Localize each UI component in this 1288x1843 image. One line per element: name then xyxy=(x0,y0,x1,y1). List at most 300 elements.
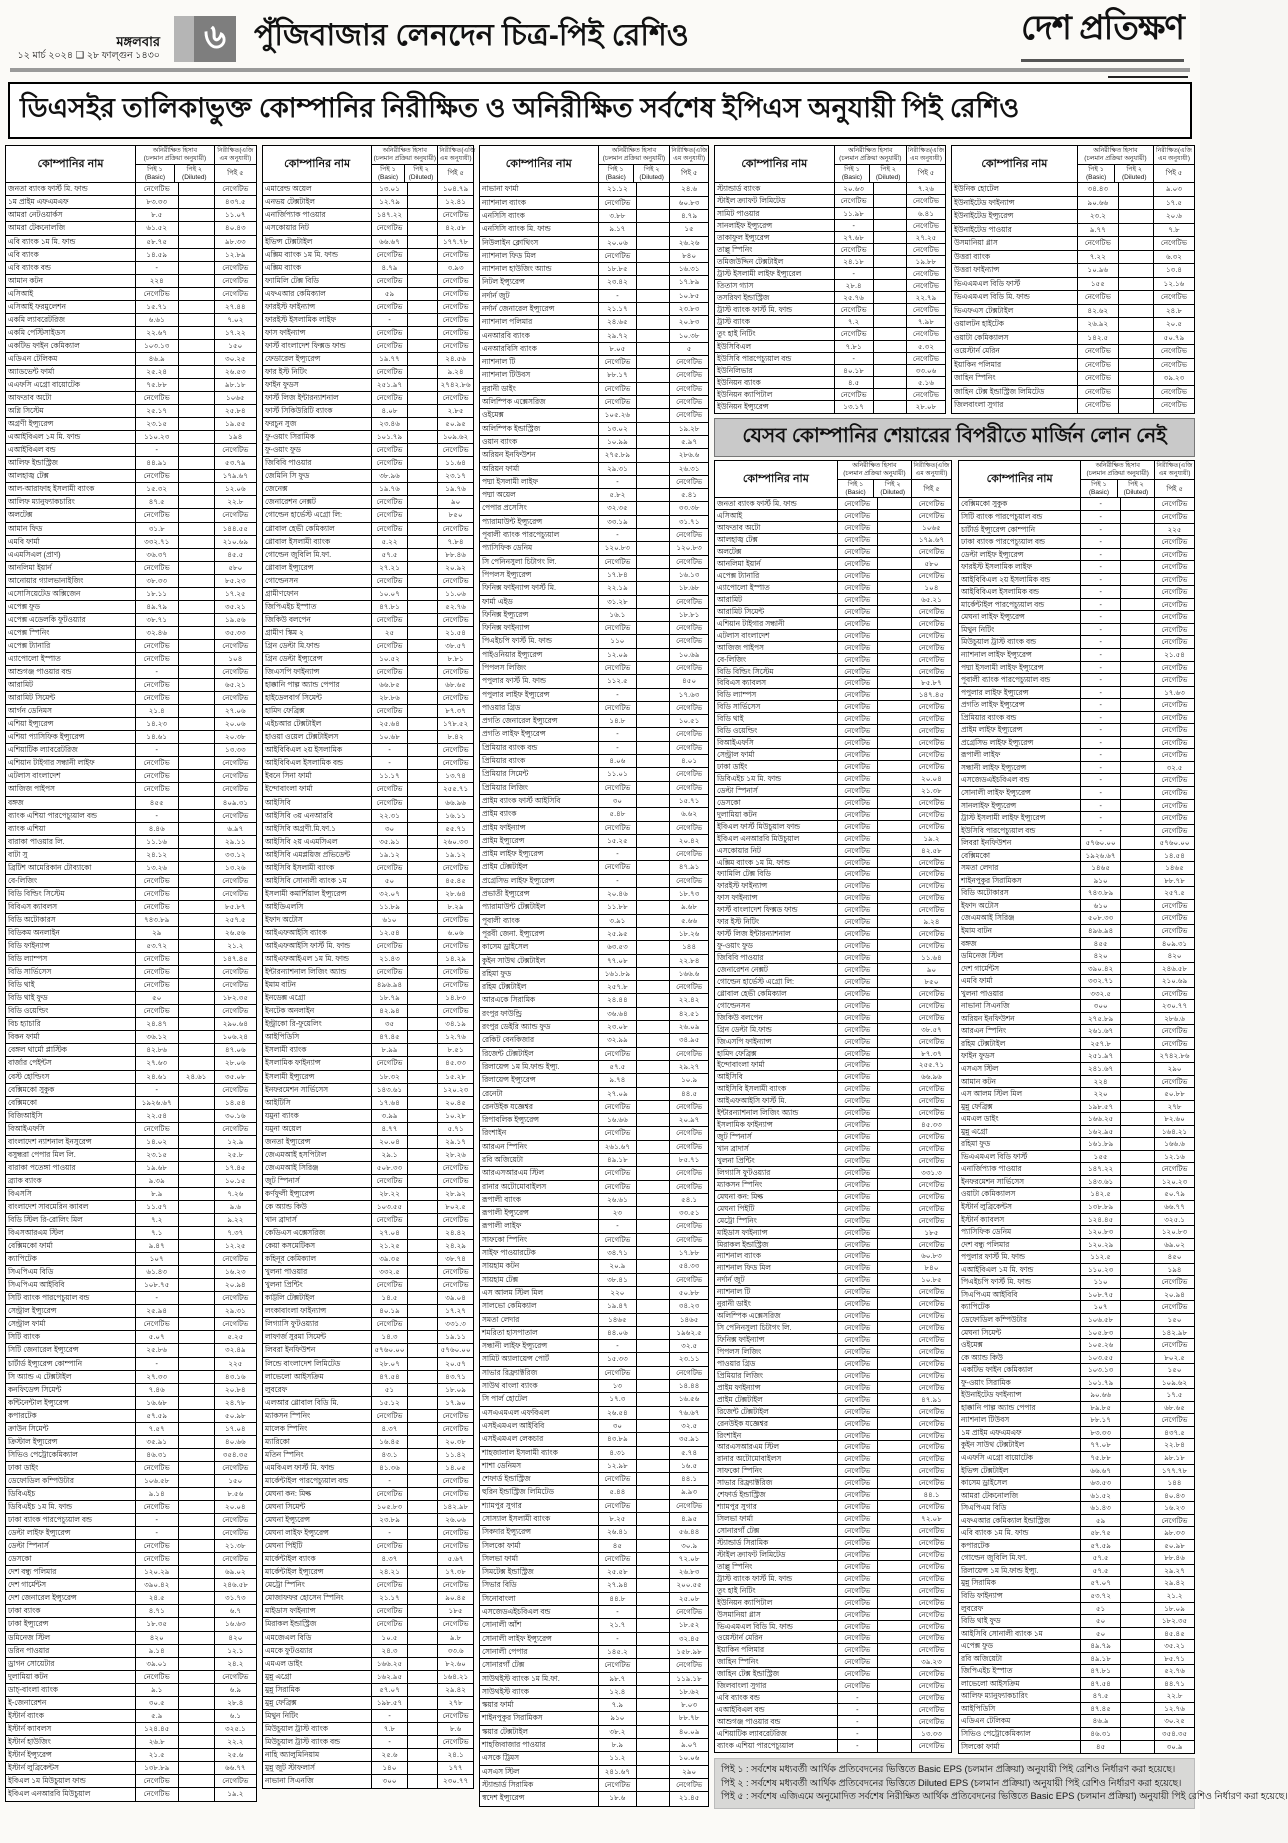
pe1-value: ১০৮.৭৫ xyxy=(136,1279,179,1291)
pe5-value: ২২৫ xyxy=(228,1358,243,1368)
company-name: ক্রাউন সিমেন্ট xyxy=(6,1423,136,1435)
pe5-value: ৩৯.০৪ xyxy=(445,1293,466,1303)
company-name: সিটি ব্যাংক পারপেচুয়াল বন্ড xyxy=(6,1292,136,1304)
pe1-value: নেগেটিভ xyxy=(372,301,408,313)
pe5-value: নেগেটিভ xyxy=(918,1633,945,1643)
company-name: বেঙ্গল থার্মো প্লাস্টিক xyxy=(6,1044,136,1056)
pe1-value: নেগেটিভ xyxy=(838,1644,878,1655)
table-row xyxy=(6,1723,256,1736)
pe5-value: নেগেটিভ xyxy=(1161,988,1188,998)
company-name: মোজাফফর হোসেন স্পিনিং xyxy=(263,1592,372,1604)
table-row xyxy=(715,916,951,928)
table-row xyxy=(480,1314,708,1327)
company-name: ম্যাকসন স্পিনিং xyxy=(263,1410,372,1422)
pe1-value: - xyxy=(136,1292,179,1304)
header-audited: নিরীক্ষিত(এজি এম অনুযায়ী) xyxy=(215,146,256,165)
pe2-value xyxy=(637,1752,670,1764)
pe5-value: ৩৫.০৮ xyxy=(225,1071,246,1081)
pe2-value xyxy=(408,275,438,287)
table-row xyxy=(715,268,945,280)
company-name: এএফসি এগ্রো বায়োটেক xyxy=(959,1452,1081,1464)
pe2-value xyxy=(637,1008,670,1020)
pe2-value xyxy=(637,915,670,927)
pe1-value: নেগেটিভ xyxy=(838,594,878,605)
pe1-value: নেগেটিভ xyxy=(838,1334,878,1345)
table-row xyxy=(959,1703,1194,1716)
pe2-value xyxy=(1121,1188,1155,1200)
pe2-value xyxy=(637,742,670,754)
pe2-value xyxy=(408,470,438,482)
company-name: ন্যাশনাল টি xyxy=(480,356,599,368)
pe5-value: ২৪.৭৮ xyxy=(225,1397,246,1407)
pe1-value: ১৪.৬১ xyxy=(136,731,179,743)
company-name: সিএপিএম বিডি xyxy=(6,1266,136,1278)
pe5-value: ২৫৫.৭১ xyxy=(918,1060,945,1070)
company-name: শ্যামপুর সুগার xyxy=(480,1500,599,1512)
table-row xyxy=(715,1334,951,1346)
company-name: এপেক্স ট্যানারি xyxy=(6,640,136,652)
table-row xyxy=(480,542,708,555)
pe2-value xyxy=(878,1477,912,1488)
pe5-value: ১৭.২৫ xyxy=(225,588,246,598)
table-row xyxy=(715,1071,951,1083)
company-name: জাহিন স্পিনিং xyxy=(952,372,1078,385)
pe2-value xyxy=(408,640,438,652)
company-name: আনলিমা ইয়ার্ন xyxy=(715,558,838,569)
pe5-value: ৯০ xyxy=(450,497,461,507)
pe5-value: ৮৮.৪৬ xyxy=(1164,1553,1185,1563)
pe2-value xyxy=(1121,825,1155,837)
pe1-value: ৫১ xyxy=(1081,1603,1121,1615)
company-name: সিকদার ইন্স্যুরেন্স xyxy=(480,1526,599,1538)
pe1-value: ১৫.২৫ xyxy=(599,835,638,847)
pe1-value: ৩০ xyxy=(372,823,408,835)
pe2-value xyxy=(878,1310,912,1321)
pe1-value: নেগেটিভ xyxy=(372,614,408,626)
pe2-value xyxy=(408,888,438,900)
header-audited: নিরীক্ষিত(এজি এম অনুযায়ী) xyxy=(907,146,945,165)
pe1-value: ১৬.৬৮ xyxy=(136,1397,179,1409)
header-unaudited: অনিরীক্ষিত হিসাব (চলমান প্রক্রিয়া অনুযায়ী) xyxy=(838,461,911,480)
pe2-value xyxy=(637,1712,670,1724)
pe5-value: ৪২০ xyxy=(228,1632,243,1642)
table-row xyxy=(959,1264,1194,1277)
pe5-value: নেগেটিভ xyxy=(918,1609,945,1619)
header-company-name: কোম্পানির নাম xyxy=(6,146,136,182)
pe5-value: নেগেটিভ xyxy=(1161,913,1188,923)
pe5-value: ১১.৪২ xyxy=(445,1449,466,1459)
pe1-value: ৭৪৩.৮৯ xyxy=(136,914,179,926)
pe5-value: ৩৪.২৩ xyxy=(678,1301,700,1311)
pe5-value: নেগেটিভ xyxy=(442,275,469,285)
pe1-value: নেগেটিভ xyxy=(599,1473,638,1485)
pe5-value: ১৭.৫ xyxy=(1165,197,1182,207)
pe2-value xyxy=(179,431,215,443)
pe2-value xyxy=(878,546,912,557)
pe2-value xyxy=(408,614,438,626)
table-row xyxy=(959,1050,1194,1063)
pe2-value xyxy=(1119,237,1154,250)
pe1-value: ২৭.৩৩ xyxy=(136,1371,179,1383)
table-row xyxy=(715,232,945,244)
table-row xyxy=(263,536,473,549)
pe2-value xyxy=(1121,649,1155,661)
company-name: পাওয়ার গ্রিড xyxy=(480,702,599,714)
pe1-value: ১৯.৬৮ xyxy=(136,1162,179,1174)
pe5-value: ৮.৮১ xyxy=(447,654,464,663)
header-pe2: পিই ২ (Diluted) xyxy=(639,165,664,181)
table-row xyxy=(6,379,256,392)
company-name: সিএপিএম আইবিবি xyxy=(6,1279,136,1291)
pe5-value: ৮৮.৭৮ xyxy=(1164,875,1185,885)
pe1-value: নেগেটিভ xyxy=(835,389,874,400)
pe5-value: নেগেটিভ xyxy=(442,314,469,324)
header-audited: নিরীক্ষিত(এজি এম অনুযায়ী) xyxy=(438,146,473,165)
pe5-value: ৬৫.২১ xyxy=(225,680,246,690)
pe1-value: ৮.৯ xyxy=(599,1739,638,1751)
table-row xyxy=(959,1452,1194,1465)
pe1-value: নেগেটিভ xyxy=(838,1239,878,1250)
pe1-value: নেগেটিভ xyxy=(1078,237,1119,250)
pe1-value: নেগেটিভ xyxy=(372,797,408,809)
company-name: ফার্মা এইড xyxy=(480,596,599,608)
company-name: হুরিন ইন্ডাস্ট্রিজ লিমিটেড xyxy=(480,1486,599,1498)
company-name: আর্গন ডেনিমস xyxy=(6,705,136,717)
pe2-value xyxy=(179,823,215,835)
pe5-value: নেগেটিভ xyxy=(918,666,945,676)
pe5-value: ২০.০৪ xyxy=(921,773,942,783)
pe2-value xyxy=(1121,1465,1155,1477)
company-name: ডেসকো xyxy=(715,797,838,808)
pe5-value: ৩২.৫ xyxy=(681,1420,698,1430)
pe2-value xyxy=(1121,1515,1155,1527)
pe1-value: নেগেটিভ xyxy=(838,1059,878,1070)
pe2-value xyxy=(637,303,670,315)
pe2-value xyxy=(1121,1741,1155,1754)
company-name: আইএফআইসি ফার্স্ট মি. xyxy=(715,1095,838,1106)
pe2-value xyxy=(637,955,670,967)
pe2-value xyxy=(408,1645,438,1657)
pe5-value: ১৯.৭৬ xyxy=(445,484,466,494)
table-row xyxy=(6,1279,256,1292)
company-name: সিটি ব্যাংক পারপেচুয়াল বন্ড xyxy=(959,511,1081,523)
pe1-value: - xyxy=(1081,724,1121,736)
header-pe5: পিই ৫ xyxy=(680,170,698,178)
pe5-value: নেগেটিভ xyxy=(676,1367,703,1377)
pe5-value: নেগেটিভ xyxy=(442,445,469,455)
table-row xyxy=(263,966,473,979)
pe2-value xyxy=(1121,1703,1155,1715)
pe5-value: ৮০২.৫ xyxy=(1164,1352,1185,1362)
pe1-value: ৩.৮৮ xyxy=(599,210,638,222)
company-name: একমি পেস্টিসাইডস xyxy=(6,327,136,339)
pe1-value: ৮.৯৯ xyxy=(372,1044,408,1056)
pe5-value: নেগেটিভ xyxy=(918,1203,945,1213)
pe5-value: ৩৩১.৩ xyxy=(445,1319,466,1329)
table-row xyxy=(480,1061,708,1074)
pe2-value xyxy=(179,1371,215,1383)
pe1-value: ৪৭.৫ xyxy=(136,496,179,508)
table-row xyxy=(715,642,951,654)
table-row xyxy=(263,1344,473,1357)
pe2-value xyxy=(179,1266,215,1278)
table-row xyxy=(480,622,708,635)
pe1-value: ১১.৮৯ xyxy=(372,901,408,913)
pe5-value: নেগেটিভ xyxy=(442,1006,469,1016)
table-row xyxy=(715,1310,951,1322)
pe5-value: ৫০.৭৯ xyxy=(1163,332,1185,342)
company-name: অগ্রণী ইন্স্যুরেন্স xyxy=(6,418,136,430)
company-name: শাশা ডেনিমস xyxy=(480,1460,599,1472)
pe5-value: নেগেটিভ xyxy=(918,547,945,557)
pe1-value: নেগেটিভ xyxy=(838,510,878,521)
table-row xyxy=(959,1163,1194,1176)
table-row xyxy=(715,1692,951,1704)
pe2-value xyxy=(1121,1414,1155,1426)
table-row xyxy=(6,1671,256,1684)
table-row xyxy=(959,774,1194,787)
company-name: কপারটেক xyxy=(959,1540,1081,1552)
pe1-value: নেগেটিভ xyxy=(838,546,878,557)
table-row xyxy=(6,1097,256,1110)
pe5-value: ২০.০৬ xyxy=(225,719,246,729)
pe2-value xyxy=(179,1240,215,1252)
pe5-value: নেগেটিভ xyxy=(912,305,940,315)
pe5-value: ২৮.৪ xyxy=(227,1697,244,1707)
table-row xyxy=(480,476,708,489)
pe1-value: নেগেটিভ xyxy=(136,679,179,691)
pe1-value: - xyxy=(136,1358,179,1370)
masthead xyxy=(0,0,1200,66)
pe1-value: - xyxy=(1081,749,1121,761)
table-row xyxy=(715,868,951,880)
company-name: দুলামিয়া কটন xyxy=(715,809,838,820)
company-name: ঢাকা ডাইং xyxy=(715,761,838,772)
pe1-value: ১১০ xyxy=(599,635,638,647)
table-row xyxy=(6,1618,256,1631)
company-name: এমএল ডাইং xyxy=(263,1658,372,1670)
pe1-value: নেগেটিভ xyxy=(838,1418,878,1429)
pe2-value xyxy=(637,556,670,568)
pe1-value: নেগেটিভ xyxy=(838,1155,878,1166)
pe5-value: নেগেটিভ xyxy=(442,693,469,703)
pe5-value: ৩৮.৫৭ xyxy=(921,1024,942,1034)
pe5-value: নেগেটিভ xyxy=(676,1234,703,1244)
table-row xyxy=(959,837,1194,850)
pe2-value xyxy=(878,1262,912,1273)
table-header xyxy=(959,461,1194,498)
company-name: মুন্নু এগ্রো xyxy=(959,1126,1081,1138)
pe1-value: ১৪.৮ xyxy=(599,715,638,727)
table-row xyxy=(480,1486,708,1499)
pe1-value: - xyxy=(372,757,408,769)
pe1-value: - xyxy=(1081,524,1121,536)
pe2-value xyxy=(1121,900,1155,912)
pe2-value xyxy=(408,1305,438,1317)
pe5-value: ২৩.১৭ xyxy=(445,471,466,481)
pe5-value: ১৮.৫২ xyxy=(678,1620,700,1630)
pe1-value: ৫৩.৭২ xyxy=(1081,1590,1121,1602)
pe2-value xyxy=(637,835,670,847)
table-row xyxy=(480,1500,708,1513)
company-name: জেনেক্স xyxy=(263,483,372,495)
pe5-value: ১০.২৮ xyxy=(445,1110,466,1120)
pe2-value xyxy=(1119,210,1154,223)
table-row xyxy=(715,328,945,340)
pe5-value: ৯.২২ xyxy=(227,1215,244,1225)
pe5-value: ১২.৮৯ xyxy=(225,249,246,259)
pe1-value: - xyxy=(1081,774,1121,786)
pe5-value: ১৬৪.২১ xyxy=(442,1671,469,1681)
company-name: ভিএএমএল বিডি ফার্স্ট xyxy=(959,1151,1081,1163)
pe2-value xyxy=(408,379,438,391)
table-row xyxy=(6,692,256,705)
pe2-value xyxy=(1119,372,1154,385)
pe5-value: ১০৪ xyxy=(228,654,243,663)
pe2-value xyxy=(408,392,438,404)
pe1-value: - xyxy=(136,744,179,756)
pe5-value: ৫ xyxy=(686,343,692,353)
pe5-value: নেগেটিভ xyxy=(918,1108,945,1118)
pe2-value xyxy=(1121,737,1155,749)
table-row xyxy=(6,1071,256,1084)
company-name: পিপলস লিজিং xyxy=(715,1346,838,1357)
pe2-value xyxy=(874,377,907,388)
pe1-value: নেগেটিভ xyxy=(136,1501,179,1513)
table-row xyxy=(6,444,256,457)
company-name: ডেল্টা লাইফ ইন্স্যুরেন্স xyxy=(959,549,1081,561)
company-name: এসোসিয়েটেড অক্সিজেন xyxy=(6,588,136,600)
pe5-value: নেগেটিভ xyxy=(918,1561,945,1571)
table-row xyxy=(715,1167,951,1179)
pe2-value xyxy=(637,1739,670,1751)
pe5-value: নেগেটিভ xyxy=(222,888,249,898)
table-row xyxy=(480,888,708,901)
pe2-value xyxy=(874,183,907,194)
company-name: জেএমআই সিরিঞ্জ xyxy=(959,912,1081,924)
table-row xyxy=(715,1621,951,1633)
table-row xyxy=(959,1565,1194,1578)
company-name: ওয়ান ব্যাংক xyxy=(480,436,599,448)
pe1-value: ৩১.৮ xyxy=(136,523,179,535)
margin-loan-tables xyxy=(714,460,1195,1754)
pe1-value: ৩০ xyxy=(599,795,638,807)
pe1-value: ৮৯.৮৫ xyxy=(1081,1402,1121,1414)
table-row xyxy=(480,1101,708,1114)
pe2-value xyxy=(408,1488,438,1500)
company-name: তাকাফুল ইন্স্যুরেন্স xyxy=(715,232,835,243)
table-row xyxy=(480,662,708,675)
pe5-value: ৩০.১৬ xyxy=(225,1110,246,1120)
pe2-value xyxy=(179,262,215,274)
company-name: ট্রাস্ট ব্যাংক ফার্স্ট মি. ফান্ড xyxy=(715,304,835,315)
pe2-value xyxy=(637,223,670,235)
pe2-value xyxy=(408,301,438,313)
pe1-value: নেগেটিভ xyxy=(838,1501,878,1512)
company-name: লিগ্যাসি ফুটওয়্যার xyxy=(263,1318,372,1330)
pe5-value: ২৬.০৬ xyxy=(445,1515,466,1525)
pe5-value: নেগেটিভ xyxy=(918,1526,945,1536)
pe1-value: নেগেটিভ xyxy=(372,366,408,378)
company-name: স্টাইল ক্র্যাফট লিমিটেড xyxy=(715,195,835,206)
company-name: রূপালী ইন্স্যুরেন্স xyxy=(480,1207,599,1219)
pe2-value xyxy=(179,1005,215,1017)
table-row xyxy=(952,197,1194,211)
table-row xyxy=(6,783,256,796)
pe1-value: ২৪.১২ xyxy=(136,849,179,861)
pe2-value xyxy=(408,731,438,743)
pe2-value xyxy=(878,677,912,688)
pe2-value xyxy=(1119,264,1154,277)
pe5-value: ২৮.২৬ xyxy=(445,1149,466,1159)
table-row xyxy=(959,975,1194,988)
pe1-value: - xyxy=(599,875,638,887)
pe2-value xyxy=(408,236,438,248)
pe2-value xyxy=(878,1250,912,1261)
pe1-value: ১৪.২৩ xyxy=(136,718,179,730)
pe1-value: নেগেটিভ xyxy=(838,761,878,772)
company-name: বার্জার পেইন্টস xyxy=(6,1057,136,1069)
pe1-value: ২৭.৯৪ xyxy=(599,1579,638,1591)
pe2-value xyxy=(179,536,215,548)
table-row xyxy=(263,823,473,836)
company-name: এক্সিম ব্যাংক xyxy=(263,262,372,274)
pe5-value: ৬.৩২ xyxy=(1165,251,1182,261)
company-name: ইউনিয়ন ইন্স্যুরেন্স xyxy=(715,401,835,413)
table-row xyxy=(480,409,708,422)
pe2-value xyxy=(179,1344,215,1356)
pe2-value xyxy=(637,888,670,900)
pe2-value xyxy=(637,1686,670,1698)
company-name: ফাইন ফুডস xyxy=(959,1050,1081,1062)
pe2-value xyxy=(179,927,215,939)
table-row xyxy=(715,964,951,976)
pe5-value: ১৭.৪৫ xyxy=(225,1162,246,1172)
pe5-value: ৯.৯৩ xyxy=(681,1487,698,1497)
pe1-value: নেগেটিভ xyxy=(136,640,179,652)
pe2-value xyxy=(408,1123,438,1135)
table-row xyxy=(263,927,473,940)
company-name: এনআরবি ব্যাংক xyxy=(480,330,599,342)
company-name: কুইন সাউথ টেক্সটাইল xyxy=(959,1439,1081,1451)
company-name: রানার অটোমোবাইলস xyxy=(480,1181,599,1193)
pe1-value: ১০.৬৮ xyxy=(372,731,408,743)
company-name: আমান কটন xyxy=(6,275,136,287)
table-row xyxy=(263,1358,473,1371)
company-name: আরামিট xyxy=(715,594,838,605)
pe2-value xyxy=(637,1673,670,1685)
pe1-value: ১৮.১১ xyxy=(136,588,179,600)
pe1-value: ৩৯০.৪২ xyxy=(136,1579,179,1591)
company-name: বিডি বিল্ডিং সিস্টেম xyxy=(6,888,136,900)
header-company-name: কোম্পানির নাম xyxy=(715,146,835,182)
pe2-value xyxy=(408,483,438,495)
pe5-value: নেগেটিভ xyxy=(676,782,703,792)
pe1-value: - xyxy=(599,689,638,701)
pe2-value xyxy=(878,1382,912,1393)
company-name: ফাইন ফুডস xyxy=(263,379,372,391)
company-name: এস আলম স্টিল মিল xyxy=(959,1088,1081,1100)
pe2-value xyxy=(637,396,670,408)
pe1-value: - xyxy=(838,1740,878,1752)
company-name: ফেডারেল ইন্স্যুরেন্স xyxy=(263,353,372,365)
table-row xyxy=(715,1549,951,1561)
table-row xyxy=(480,1606,708,1619)
pe5-value: নেগেটিভ xyxy=(442,758,469,768)
pe5-value: নেগেটিভ xyxy=(918,1311,945,1321)
pe2-value xyxy=(179,1436,215,1448)
company-name: এশিয়ান টাইগার সন্ধানী xyxy=(715,618,838,629)
